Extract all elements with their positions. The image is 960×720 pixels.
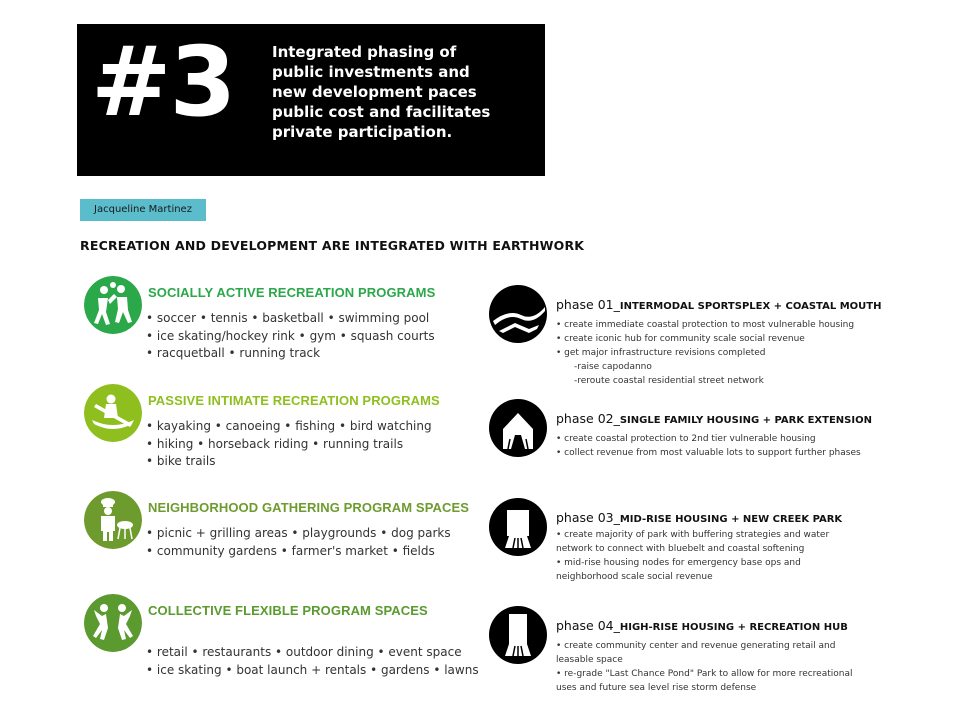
phase-number: phase 02_ xyxy=(556,411,620,426)
phase-title xyxy=(556,294,881,313)
statement-line: public investments and xyxy=(272,63,470,81)
author-tag: Jacqueline Martinez xyxy=(80,199,206,221)
phase-number: phase 01_ xyxy=(556,297,620,312)
phase-items xyxy=(556,639,853,695)
phase-item: • create community center and revenue generating retail and xyxy=(556,641,836,651)
statement-line: public cost and facilitates xyxy=(272,103,491,121)
program-item: • bike trails xyxy=(146,454,216,468)
program-items xyxy=(146,525,451,560)
coastal-mouth-icon xyxy=(489,285,547,343)
program-items xyxy=(146,644,479,679)
phase-number: phase 03_ xyxy=(556,510,620,525)
dancers-icon xyxy=(84,594,142,652)
program-items xyxy=(146,418,432,471)
principle-statement xyxy=(272,42,532,142)
program-title: SOCIALLY ACTIVE RECREATION PROGRAMS xyxy=(148,285,436,300)
program-item: • picnic + grilling areas • playgrounds • dog parks xyxy=(146,526,451,540)
program-item: • ice skating/hockey rink • gym • squash courts xyxy=(146,328,435,343)
phase-item: • mid-rise housing nodes for emergency base ops and xyxy=(556,558,801,568)
chef-grill-icon xyxy=(84,491,142,549)
phase-title xyxy=(556,507,842,526)
phase-sub-item: -reroute coastal residential street network xyxy=(574,376,764,386)
statement-banner xyxy=(77,24,545,176)
phase-title xyxy=(556,408,872,427)
phase-items xyxy=(556,318,854,388)
program-item: • community gardens • farmer's market • fields xyxy=(146,543,435,558)
program-items xyxy=(146,310,435,363)
program-item: • kayaking • canoeing • fishing • bird watching xyxy=(146,419,432,433)
phase-item: • get major infrastructure revisions completed xyxy=(556,348,766,358)
program-title: COLLECTIVE FLEXIBLE PROGRAM SPACES xyxy=(148,603,428,618)
phase-item: uses and future sea level rise storm defense xyxy=(556,683,757,693)
phase-item: • collect revenue from most valuable lots to support further phases xyxy=(556,448,861,458)
phase-item: leasable space xyxy=(556,655,623,665)
section-title: RECREATION AND DEVELOPMENT ARE INTEGRATED WITH EARTHWORK xyxy=(80,238,585,253)
statement-line: private participation. xyxy=(272,123,453,141)
phase-items xyxy=(556,432,861,460)
phase-name: MID-RISE HOUSING + NEW CREEK PARK xyxy=(619,514,843,525)
statement-line: Integrated phasing of xyxy=(272,43,457,61)
program-item: • hiking • horseback riding • running trails xyxy=(146,436,404,451)
program-title: PASSIVE INTIMATE RECREATION PROGRAMS xyxy=(148,393,440,408)
house-icon xyxy=(489,399,547,457)
phase-item: • create iconic hub for community scale social revenue xyxy=(556,334,805,344)
kayaker-icon xyxy=(84,384,142,442)
phase-item: • create majority of park with buffering strategies and water xyxy=(556,530,830,540)
phase-number: phase 04_ xyxy=(556,618,620,633)
sports-players-icon xyxy=(84,276,142,334)
phase-item: network to connect with bluebelt and coastal softening xyxy=(556,544,805,554)
mid-rise-icon xyxy=(489,498,547,556)
program-item: • retail • restaurants • outdoor dining • event space xyxy=(146,645,462,659)
statement-line: new development paces xyxy=(272,83,477,101)
phase-name: SINGLE FAMILY HOUSING + PARK EXTENSION xyxy=(619,415,872,426)
phase-title xyxy=(556,615,848,634)
program-item: • ice skating • boat launch + rentals • gardens • lawns xyxy=(146,662,479,677)
program-item: • racquetball • running track xyxy=(146,346,321,360)
phase-sub-item: -raise capodanno xyxy=(574,362,652,372)
phase-name: HIGH-RISE HOUSING + RECREATION HUB xyxy=(619,622,848,633)
principle-number: #3 xyxy=(91,26,235,138)
phase-items xyxy=(556,528,829,584)
program-title: NEIGHBORHOOD GATHERING PROGRAM SPACES xyxy=(148,500,470,515)
high-rise-icon xyxy=(489,606,547,664)
phase-item: • create immediate coastal protection to most vulnerable housing xyxy=(556,320,855,330)
phase-item: • create coastal protection to 2nd tier vulnerable housing xyxy=(556,434,816,444)
phase-item: • re-grade "Last Chance Pond" Park to allow for more recreational xyxy=(556,669,853,679)
phase-item: neighborhood scale social revenue xyxy=(556,572,713,582)
phase-name: INTERMODAL SPORTSPLEX + COASTAL MOUTH xyxy=(619,301,882,312)
program-item: • soccer • tennis • basketball • swimming pool xyxy=(146,311,430,325)
